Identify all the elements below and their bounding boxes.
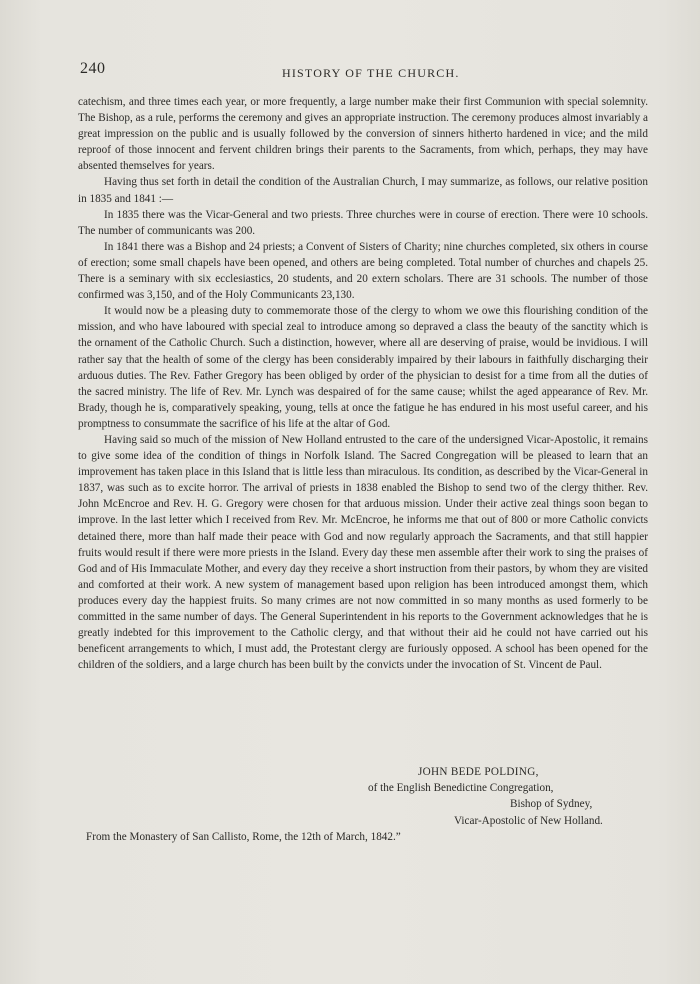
paragraph: In 1835 there was the Vicar-General and two priests. Three churches were in course of erection. There were 10 schools. The number of communicants was 200. [78,208,648,237]
running-title: HISTORY OF THE CHURCH. [282,66,460,80]
paragraph: In 1841 there was a Bishop and 24 priests; a Convent of Sisters of Charity; nine churches completed, six others in course of erection; some small chapels have been opened, and others are being completed. Total number of churches and chapels 25. There is a seminary with six ecclesiastics, 20 students, and 20 extern scholars. There are 31 schools. The number of those confirmed was 3,150, and of the Holy Communicants 23,130. [78,240,648,302]
page-number: 240 [80,60,106,77]
dateline: From the Monastery of San Callisto, Rome, the 12th of March, 1842.” [86,830,401,843]
paragraph: Having said so much of the mission of New Holland entrusted to the care of the undersigned Vicar-Apostolic, it remains to give some idea of the condition of things in Norfolk Island. The Sacred Congregation will be pleased to learn that an improvement has taken place in this Island that is little less than miraculous. Its condition, as described by the Vicar-General in 1837, was such as to excite horror. The arrival of priests in 1838 enabled the Bishop to send two of the clergy thither. Rev. John McEncroe and Rev. H. G. Gregory were chosen for that arduous mission. Under their active zeal things soon began to improve. In the last letter which I received from Rev. Mr. McEncroe, he informs me that out of 800 or more Catholic convicts detained there, more than half made their peace with God and now regularly approach the Sacraments, and that still happier fruits would result if there were more priests in the Island. Every day these men assemble after their work to sing the praises of God and of His Immaculate Mother, and every day they receive a short instruction from their pastors, by whom they are visited and comforted at their work. A new system of management based upon religion has been introduced amongst them, which produces every day the happiest fruits. So many crimes are not now committed in so many months as used formerly to be committed in the same number of days. The General Superintendent in his reports to the Government acknowledges that he is greatly indebted for this improvement to the Catholic clergy, and that without their aid he could not have carried out his beneficent arrangements to which, I must add, the Protestant clergy are furiously opposed. A school has been opened for the children of the soldiers, and a large church has been built by the convicts under the invocation of St. Vincent de Paul. [78,433,648,672]
signatory-office: Vicar-Apostolic of New Holland. [454,814,603,827]
paragraph: catechism, and three times each year, or more frequently, a large number make their first Communion with special solemnity. The Bishop, as a rule, performs the ceremony and gives an appropriate instruction. The ceremony produces almost invariably a great impression on the public and is usually followed by the conversion of sinners hitherto hardened in vice; and the mild reproof of those innocent and fervent children brings their parents to the Sacraments, from which, perhaps, they may have absented themselves for years. [78,96,648,173]
signatory-name: JOHN BEDE POLDING, [418,766,539,778]
body-text [78,94,648,673]
signatory-see: Bishop of Sydney, [510,798,593,811]
signature-block [78,764,648,845]
paragraph: It would now be a pleasing duty to commemorate those of the clergy to whom we owe this flourishing condition of the mission, and who have laboured with special zeal to introduce among so depraved a class the beauty of the sanctity which is the ornament of the Catholic Church. Such a distinction, however, where all are deserving of praise, would be invidious. I will rather say that the health of some of the clergy has been considerably impaired by their labours in faithfully discharging their arduous duties. The Rev. Father Gregory has been obliged by order of the physician to desist for a time from all the duties of the sacred ministry. The life of Rev. Mr. Lynch was despaired of for the same cause; whilst the aged appearance of Rev. Mr. Brady, though he is, comparatively speaking, young, tells at once the fatigue he has endured in his most useful career, and his promptness to consummate the sacrifice of his life at the altar of God. [78,305,648,430]
signatory-congregation: of the English Benedictine Congregation, [368,782,554,795]
paragraph: Having thus set forth in detail the condition of the Australian Church, I may summarize, as follows, our relative position in 1835 and 1841 :— [78,176,648,205]
